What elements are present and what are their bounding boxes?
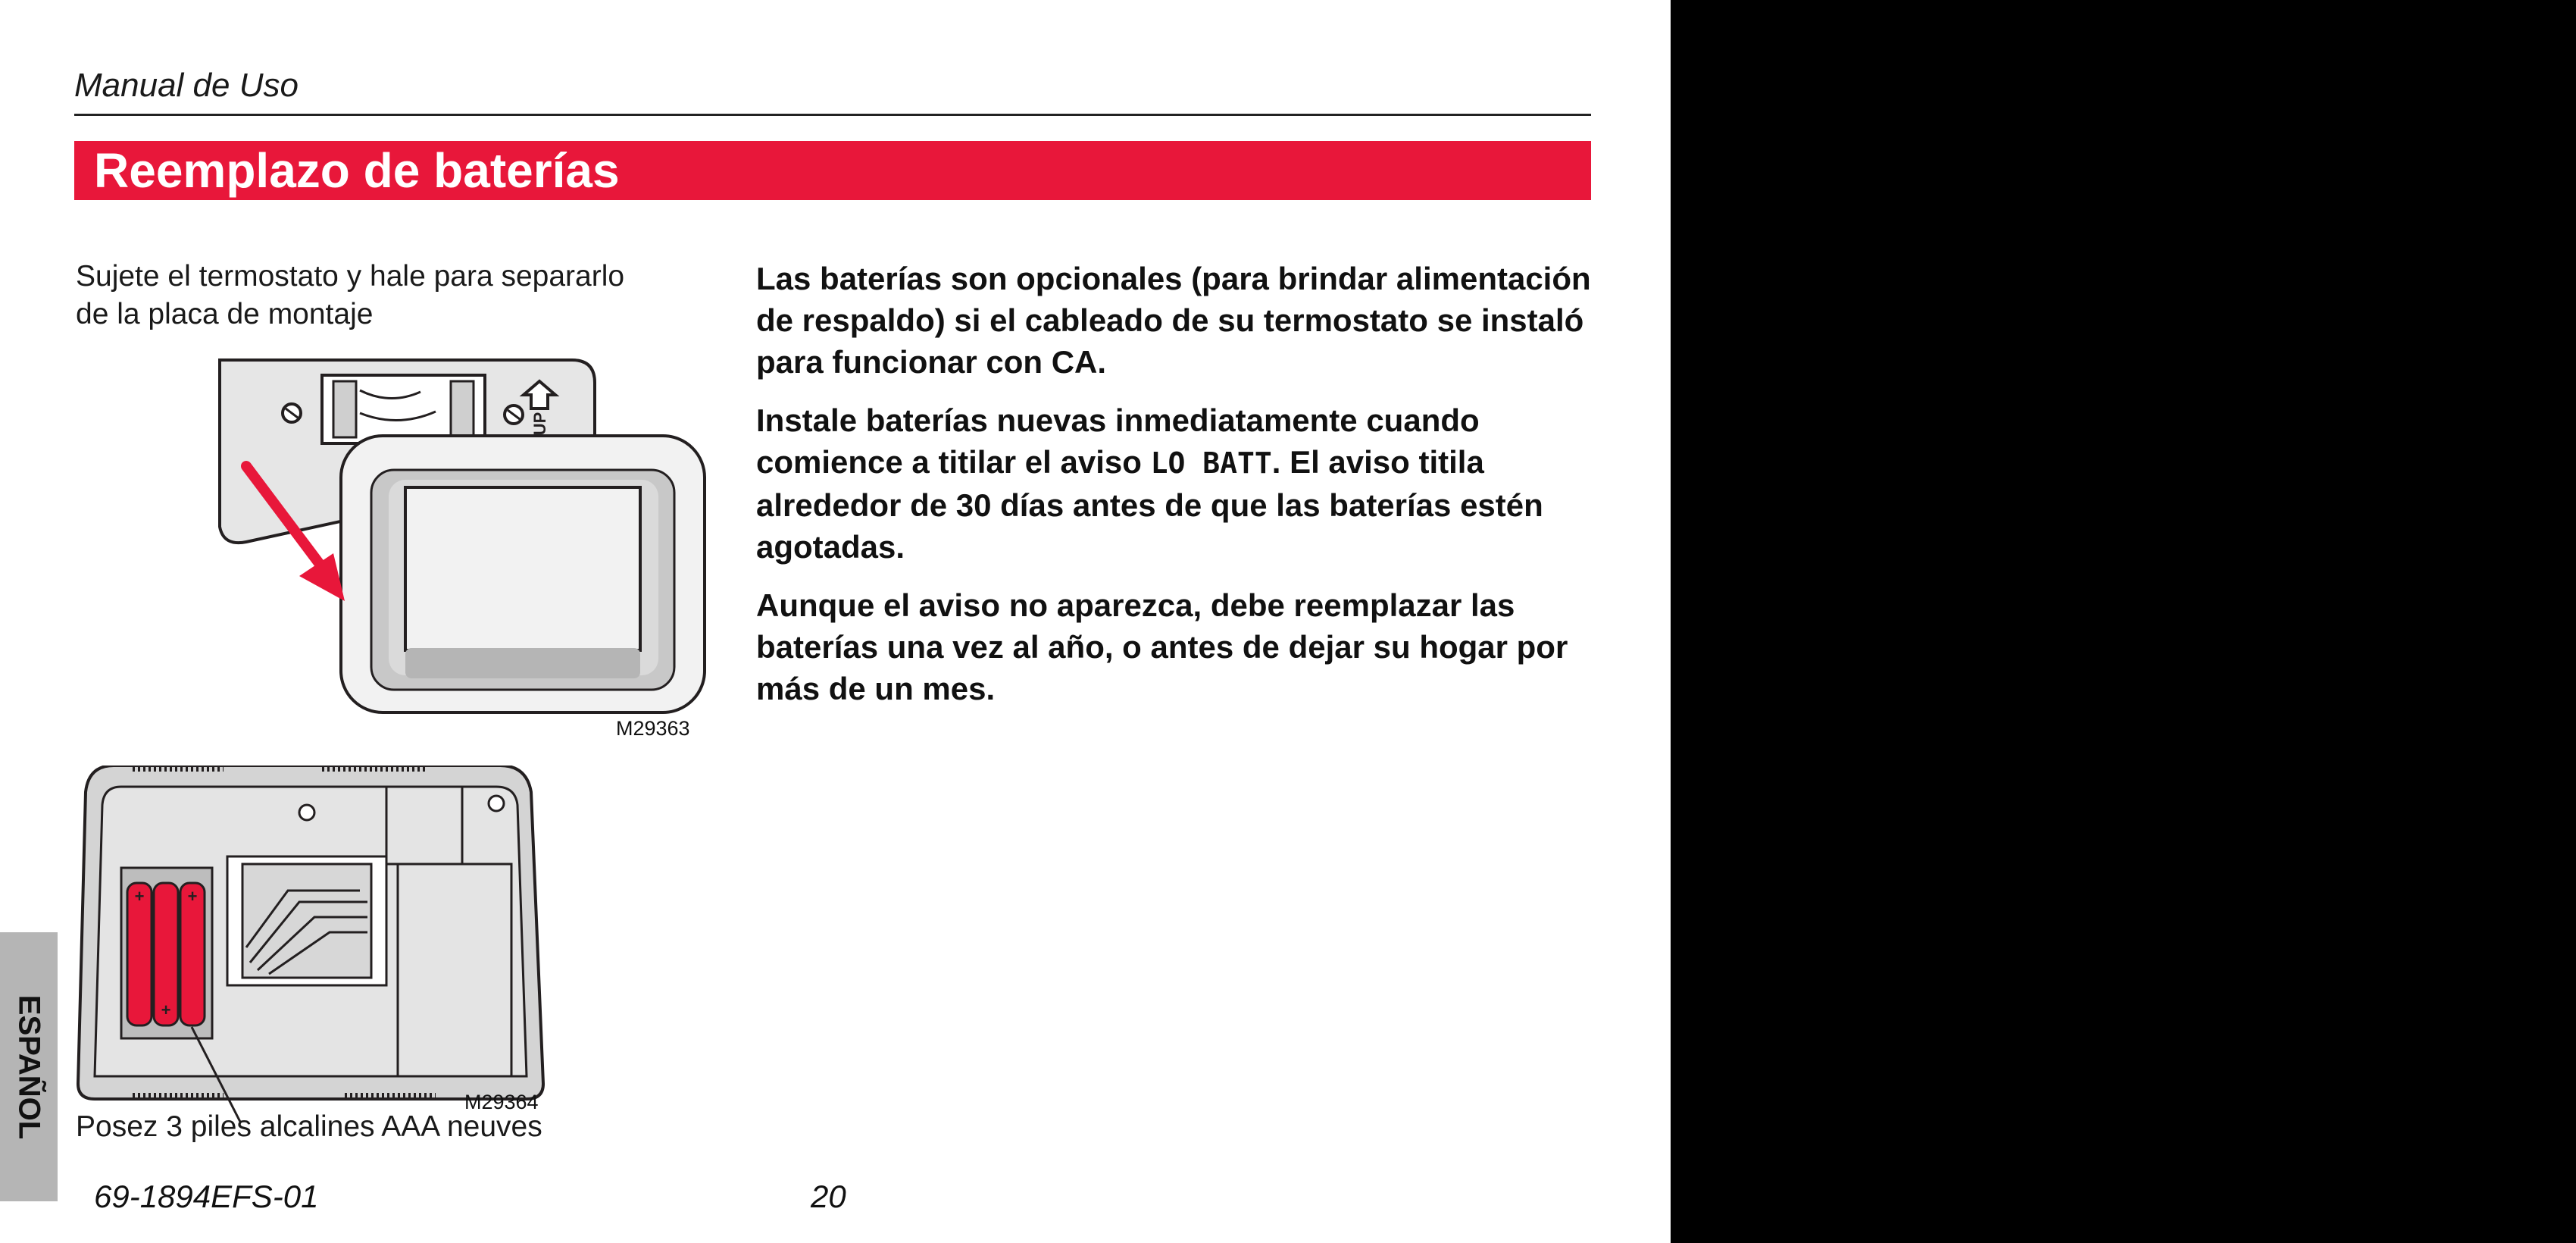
body-text xyxy=(756,258,1597,726)
paragraph-2-start: Instale baterías nuevas inmediatamente cuando comience a titilar el aviso xyxy=(756,402,1480,480)
thermostat-removal-illustration xyxy=(72,345,724,754)
section-title-bar xyxy=(74,141,1591,200)
document-number: 69-1894EFS-01 xyxy=(94,1179,319,1214)
figure-bottom-caption: Posez 3 piles alcalines AAA neuves xyxy=(76,1110,542,1143)
section-title: Reemplazo de baterías xyxy=(94,143,620,198)
figure-top-label: M29363 xyxy=(616,717,690,740)
language-tab xyxy=(0,932,58,1201)
paragraph-3: Aunque el aviso no aparezca, debe reemplazar las baterías una vez al año, o antes de dejar su hogar por más de un mes. xyxy=(756,587,1568,706)
figure-top-caption: Sujete el termostato y hale para separarlo de la placa de montaje xyxy=(76,260,625,330)
battery-2-polarity: + xyxy=(161,1000,171,1019)
paragraph-1: Las baterías son opcionales (para brindar alimentación de respaldo) si el cableado de su termostato se instaló para funcionar con CA. xyxy=(756,261,1591,380)
thermostat-screen xyxy=(405,487,640,650)
language-tab-label: ESPAÑOL xyxy=(12,994,46,1139)
battery-compartment-illustration xyxy=(72,766,724,1122)
running-header: Manual de Uso xyxy=(74,67,299,104)
paragraph-2 xyxy=(756,399,1597,568)
header-divider xyxy=(74,114,1591,116)
page-number: 20 xyxy=(811,1179,846,1214)
battery-1-polarity: + xyxy=(134,887,145,906)
paragraph-2-end: . El aviso titila alrededor de 30 días antes de que las baterías estén agotadas. xyxy=(756,444,1543,565)
up-marking: UP xyxy=(530,412,549,436)
battery-3-polarity: + xyxy=(187,887,198,906)
lo-batt-code: LO BATT xyxy=(1150,446,1272,480)
figure-bottom-label: M29364 xyxy=(464,1091,539,1113)
